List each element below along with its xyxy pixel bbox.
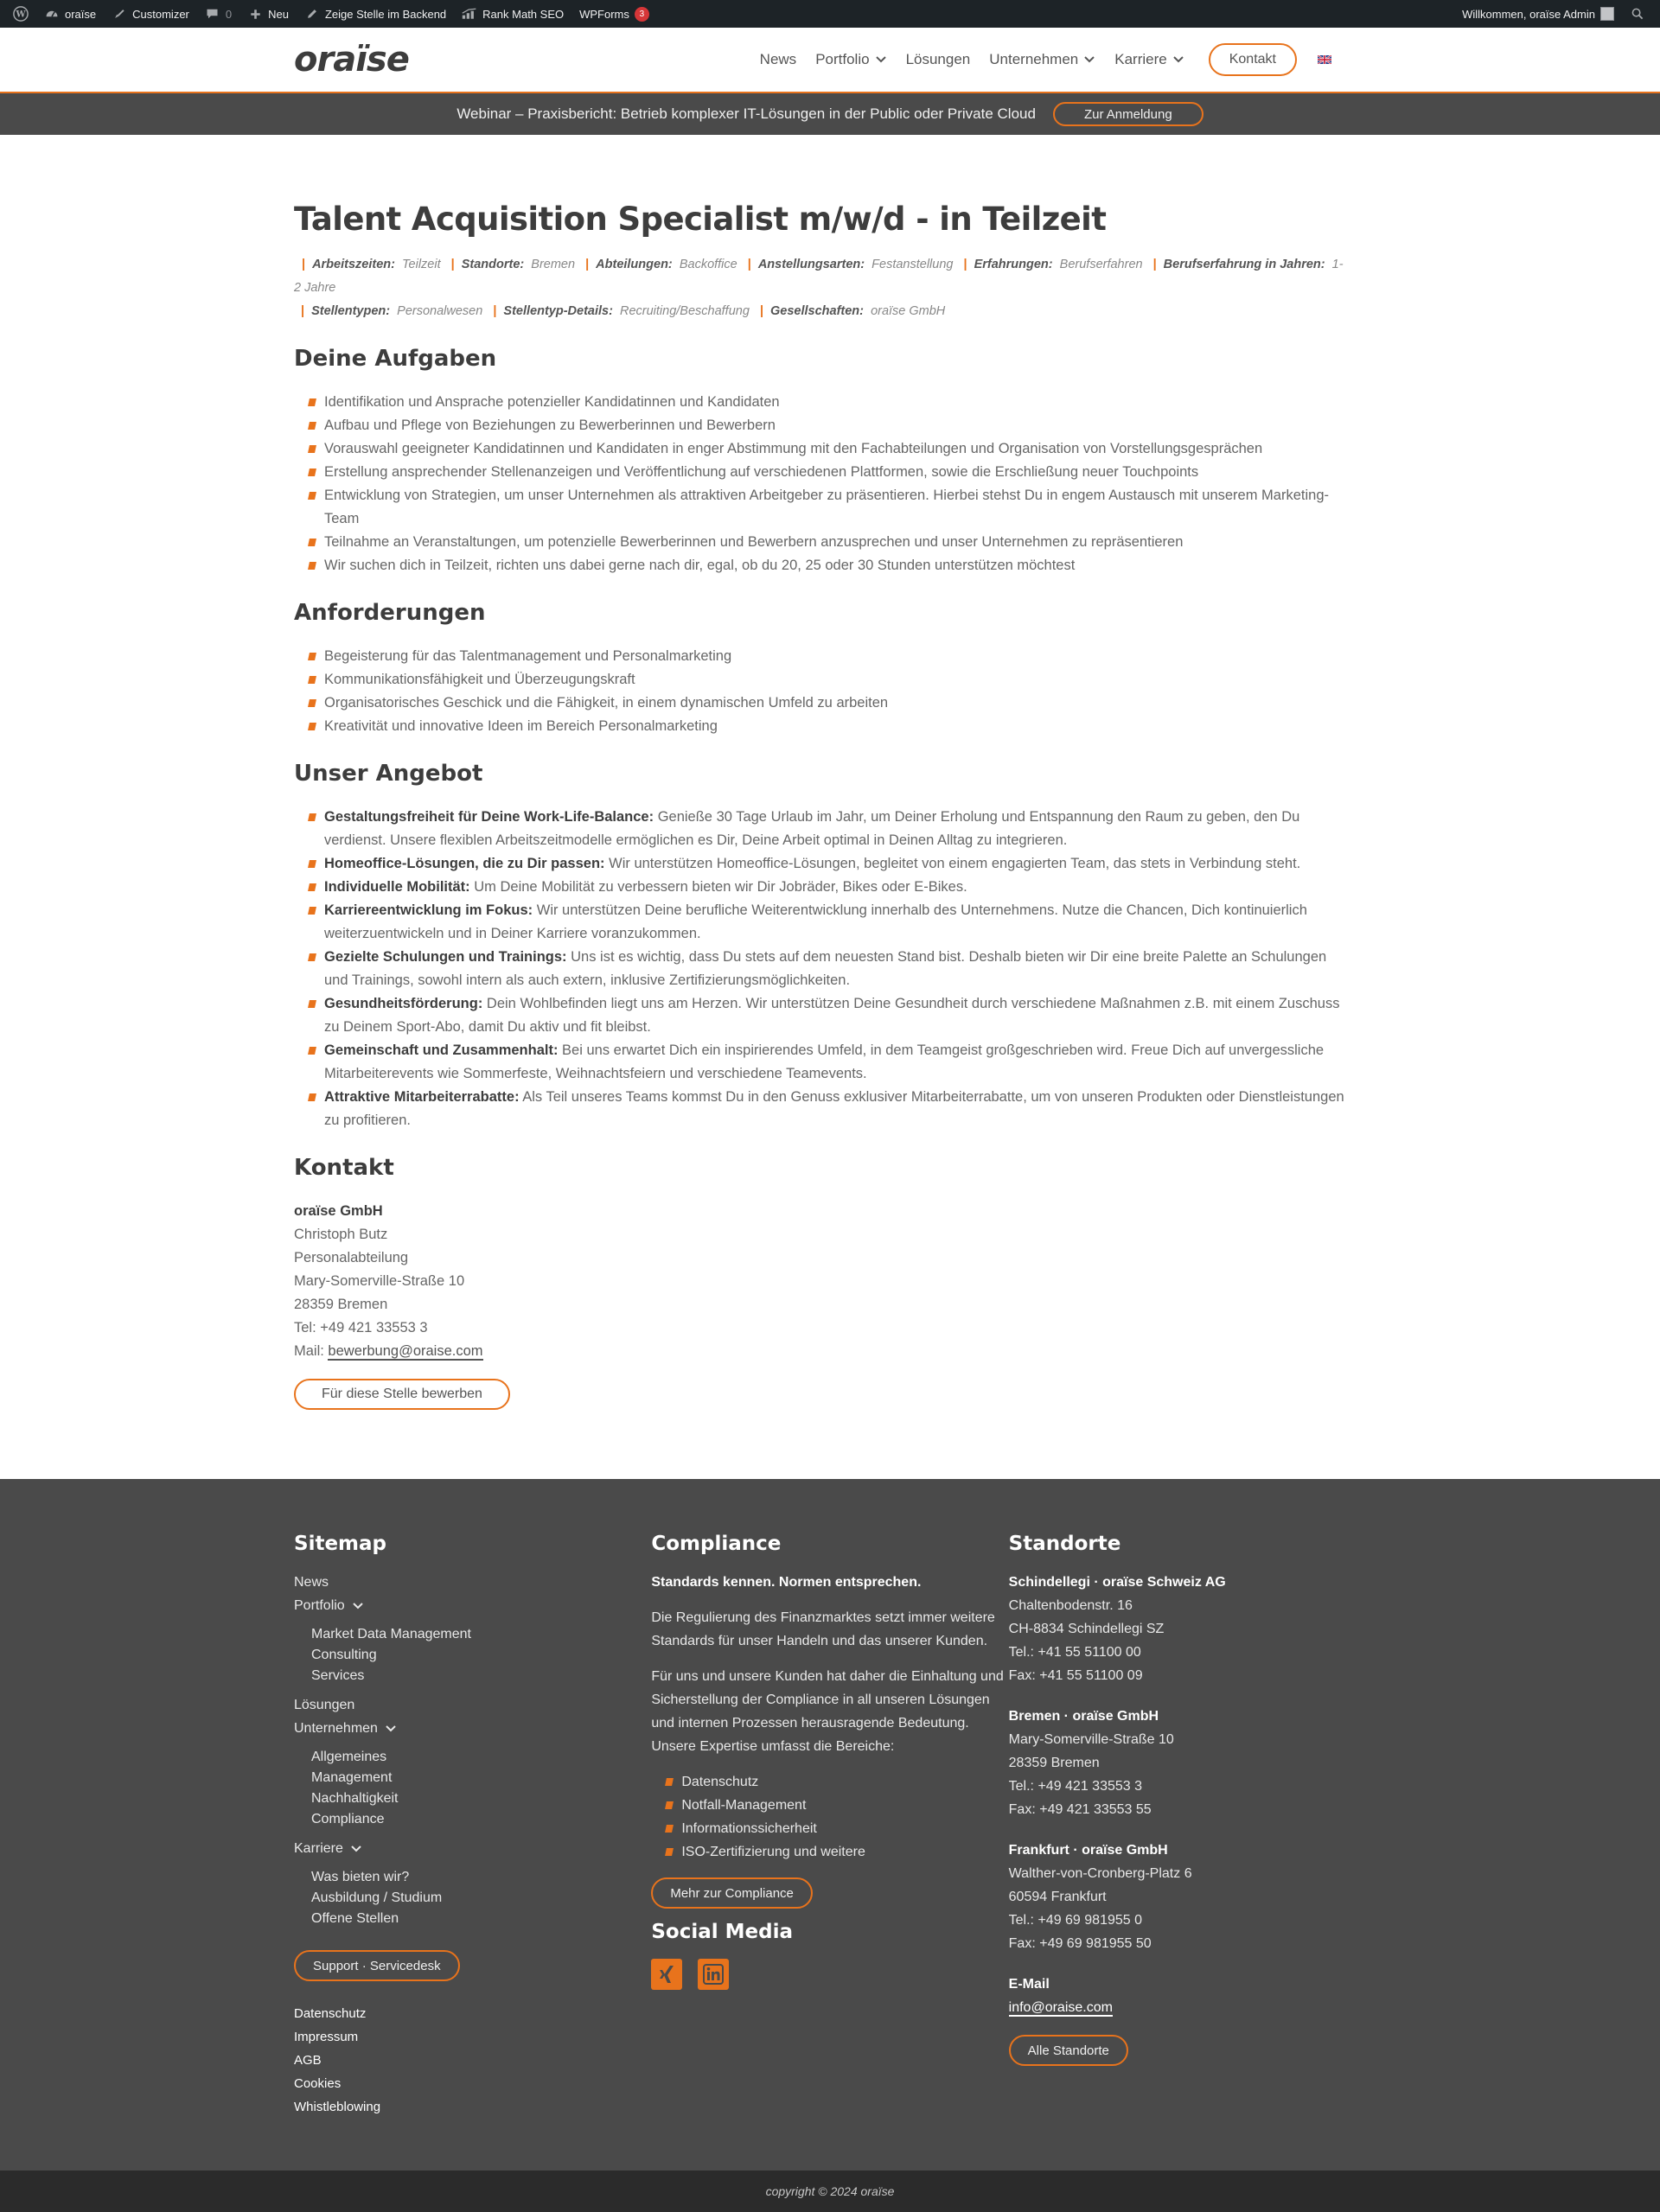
sitemap-portfolio[interactable] xyxy=(294,1594,651,1617)
backend-label: Zeige Stelle im Backend xyxy=(324,7,447,21)
meta-separator: | xyxy=(963,258,967,271)
page-title: Talent Acquisition Specialist m/w/d - in Teilzeit xyxy=(294,201,1107,238)
location-line: Tel.: +49 69 981955 0 xyxy=(1008,1913,1143,1928)
email-link[interactable]: info@oraise.com xyxy=(1008,2000,1113,2015)
offer-text: Uns ist es wichtig, dass Du stets auf dem neuesten Stand bist. Deshalb bieten wir Dir eine breite Palette an Schulungen und Trainings, sowohl intern als auch extern, inklusive Zertifizierungsmöglichkeiten. xyxy=(324,949,1327,988)
compliance-item: Datenschutz xyxy=(651,1770,1008,1794)
requirements-list xyxy=(294,645,1349,738)
offer-item xyxy=(294,876,1349,899)
social-heading: Social Media xyxy=(651,1921,793,1943)
meta-label: Gesellschaften: xyxy=(770,304,864,318)
meta-value: 1-2 Jahre xyxy=(294,258,1344,295)
sitemap-unternehmen[interactable] xyxy=(294,1717,651,1740)
meta-separator: | xyxy=(302,258,306,271)
location-line: Fax: +49 69 981955 50 xyxy=(1008,1936,1152,1951)
sitemap-label: Unternehmen xyxy=(294,1721,378,1736)
location-frankfurt xyxy=(1009,1839,1366,1955)
meta-label: Berufserfahrung in Jahren: xyxy=(1163,258,1325,271)
dashboard-icon xyxy=(44,6,60,22)
sitemap-subitem[interactable]: Offene Stellen xyxy=(311,1911,399,1926)
offer-text: Als Teil unseres Teams kommst Du in den Genuss exklusiver Mitarbeiterrabatte, um von unseren Produkten oder Dienstleistungen zu profitieren. xyxy=(324,1089,1344,1128)
offer-item xyxy=(294,946,1349,992)
contact-heading: Kontakt xyxy=(294,1155,394,1181)
requirements-heading: Anforderungen xyxy=(294,600,486,626)
offer-title: Gezielte Schulungen und Trainings: xyxy=(324,949,567,965)
legal-link-whistleblowing[interactable]: Whistleblowing xyxy=(294,2100,381,2114)
legal-link-impressum[interactable]: Impressum xyxy=(294,2030,359,2044)
main-nav xyxy=(741,43,1331,76)
nav-item-loesungen[interactable] xyxy=(906,51,971,68)
tasks-heading: Deine Aufgaben xyxy=(294,346,497,372)
chevron-down-icon xyxy=(875,54,887,66)
job-meta xyxy=(294,253,1349,323)
meta-value: Recruiting/Beschaffung xyxy=(619,304,750,318)
plus-icon xyxy=(247,6,263,22)
site-header xyxy=(0,28,1660,93)
customizer-label: Customizer xyxy=(132,7,189,21)
requirement-item: Begeisterung für das Talentmanagement und Personalmarketing xyxy=(294,645,1349,668)
nav-item-unternehmen[interactable] xyxy=(989,51,1095,68)
compliance-para-1: Die Regulierung des Finanzmarktes setzt immer weitere Standards für unser Handeln und das unserer Kunden. xyxy=(651,1610,995,1648)
location-line: Fax: +41 55 51100 09 xyxy=(1008,1668,1143,1683)
sitemap-heading: Sitemap xyxy=(294,1533,386,1555)
sitemap-loesungen[interactable] xyxy=(294,1693,651,1717)
nav-label: Unternehmen xyxy=(989,51,1079,67)
location-title: Schindellegi · oraïse Schweiz AG xyxy=(1008,1575,1226,1590)
task-item: Teilnahme an Veranstaltungen, um potenzielle Bewerberinnen und Bewerbern anzusprechen und unser Unternehmen zu repräsentieren xyxy=(294,531,1349,554)
tasks-list xyxy=(294,391,1349,577)
sitemap-unternehmen-sub xyxy=(294,1747,651,1830)
sitemap-subitem[interactable]: Management xyxy=(311,1770,393,1785)
compliance-list xyxy=(651,1770,1008,1864)
apply-button[interactable]: Für diese Stelle bewerben xyxy=(294,1379,510,1410)
contact-mail-link[interactable]: bewerbung@oraise.com xyxy=(328,1343,483,1359)
nav-item-news[interactable] xyxy=(760,51,797,68)
sitemap-label: Lösungen xyxy=(294,1698,355,1712)
location-line: Tel.: +41 55 51100 00 xyxy=(1008,1645,1141,1660)
location-schindellegi xyxy=(1009,1571,1366,1687)
main-content xyxy=(294,135,1366,1479)
meta-label: Standorte: xyxy=(461,258,525,271)
meta-separator: | xyxy=(585,258,590,271)
meta-separator: | xyxy=(1152,258,1157,271)
meta-separator: | xyxy=(450,258,455,271)
offer-text: Dein Wohlbefinden liegt uns am Herzen. Wir unterstützen Deine Gesundheit durch verschiedene Maßnahmen z.B. mit einem Zuschuss zu Deinem Sport-Abo, damit Du aktiv und fit bleibst. xyxy=(324,996,1340,1035)
meta-value: Festanstellung xyxy=(872,258,954,271)
meta-separator: | xyxy=(301,304,305,318)
edit-in-backend-link[interactable] xyxy=(297,0,454,28)
contact-department: Personalabteilung xyxy=(294,1250,409,1265)
offer-heading: Unser Angebot xyxy=(294,761,483,787)
offer-item xyxy=(294,1039,1349,1086)
meta-label: Stellentypen: xyxy=(311,304,391,318)
offer-item xyxy=(294,992,1349,1039)
meta-separator: | xyxy=(493,304,497,318)
meta-value: Teilzeit xyxy=(402,258,441,271)
wordpress-menu[interactable] xyxy=(5,0,36,28)
email-label: E-Mail xyxy=(1008,1977,1050,1992)
nav-label: Portfolio xyxy=(815,51,870,67)
contact-street: Mary-Somerville-Straße 10 xyxy=(294,1273,465,1289)
offer-title: Individuelle Mobilität: xyxy=(324,879,470,895)
sitemap-subitem[interactable]: Allgemeines xyxy=(311,1750,387,1764)
task-item: Entwicklung von Strategien, um unser Unternehmen als attraktiven Arbeitgeber zu präsentieren. Hierbei stehst Du in engem Austausch mit unserem Marketing-Team xyxy=(294,484,1349,531)
admin-search[interactable] xyxy=(1622,0,1653,28)
task-item: Aufbau und Pflege von Beziehungen zu Bewerberinnen und Bewerbern xyxy=(294,414,1349,437)
xing-icon[interactable] xyxy=(651,1959,682,1990)
meta-value: Bremen xyxy=(531,258,576,271)
svg-text:oraïse: oraïse xyxy=(294,40,409,78)
webinar-register-button[interactable]: Zur Anmeldung xyxy=(1053,102,1204,126)
offer-title: Karriereentwicklung im Fokus: xyxy=(324,902,533,918)
task-item: Vorauswahl geeigneter Kandidatinnen und Kandidaten in enger Abstimmung mit den Fachabteilungen und Organisation von Vorstellungsgesprächen xyxy=(294,437,1349,461)
pencil-icon xyxy=(304,6,320,22)
legal-link-datenschutz[interactable]: Datenschutz xyxy=(294,2006,367,2021)
sitemap-karriere-sub xyxy=(294,1867,651,1929)
rank-math-link[interactable] xyxy=(454,0,571,28)
compliance-tagline: Standards kennen. Normen entsprechen. xyxy=(651,1575,922,1590)
wordpress-logo-icon xyxy=(13,6,29,22)
social-links xyxy=(651,1959,1008,1990)
all-locations-button[interactable]: Alle Standorte xyxy=(1009,2035,1128,2066)
location-line: 60594 Frankfurt xyxy=(1008,1890,1107,1904)
offer-title: Homeoffice-Lösungen, die zu Dir passen: xyxy=(324,856,605,871)
offer-text: Um Deine Mobilität zu verbessern bieten wir Dir Jobräder, Bikes oder E-Bikes. xyxy=(469,879,967,895)
site-name-link[interactable] xyxy=(36,0,104,28)
nav-label: Lösungen xyxy=(905,51,971,67)
comment-icon xyxy=(205,6,220,22)
location-line: Tel.: +49 421 33553 3 xyxy=(1008,1779,1143,1794)
sitemap-karriere[interactable] xyxy=(294,1837,651,1860)
support-button[interactable]: Support · Servicedesk xyxy=(294,1950,460,1981)
seo-label: Rank Math SEO xyxy=(482,7,565,21)
linkedin-icon[interactable] xyxy=(698,1959,729,1990)
meta-value: Backoffice xyxy=(679,258,737,271)
compliance-item: Notfall-Management xyxy=(651,1794,1008,1817)
meta-value: Personalwesen xyxy=(397,304,483,318)
wpforms-count-badge: 3 xyxy=(635,7,649,22)
new-content-link[interactable] xyxy=(239,0,297,28)
meta-label: Erfahrungen: xyxy=(974,258,1053,271)
offer-text: Bei uns erwartet Dich ein inspirierendes Umfeld, in dem Teamgeist großgeschrieben wird. Freue Dich auf unvergessliche Mitarbeiterevents wie Sommerfeste, Weihnachtsfeiern und verschiedene Teamevents. xyxy=(324,1042,1325,1081)
sitemap-subitem[interactable]: Was bieten wir? xyxy=(311,1870,410,1884)
requirement-item: Organisatorisches Geschick und die Fähigkeit, in einem dynamischen Umfeld zu arbeiten xyxy=(294,692,1349,715)
location-line: Fax: +49 421 33553 55 xyxy=(1008,1802,1152,1817)
compliance-item: ISO-Zertifizierung und weitere xyxy=(651,1840,1008,1864)
contact-mail-label: Mail: xyxy=(294,1343,329,1359)
brush-icon xyxy=(112,6,127,22)
offer-list xyxy=(294,806,1349,1132)
offer-item xyxy=(294,852,1349,876)
location-line: Mary-Somerville-Straße 10 xyxy=(1008,1732,1174,1747)
account-menu[interactable] xyxy=(1454,0,1622,28)
meta-label: Anstellungsarten: xyxy=(757,258,865,271)
legal-link-cookies[interactable]: Cookies xyxy=(294,2076,342,2091)
sitemap-news[interactable] xyxy=(294,1571,651,1594)
sitemap-subitem[interactable]: Compliance xyxy=(311,1812,385,1826)
oraise-logo-icon xyxy=(294,40,441,78)
kontakt-button[interactable]: Kontakt xyxy=(1209,43,1297,76)
copyright-text: copyright © 2024 oraïse xyxy=(765,2184,895,2198)
location-line: Chaltenbodenstr. 16 xyxy=(1008,1598,1133,1613)
meta-separator: | xyxy=(747,258,751,271)
en-flag-icon[interactable] xyxy=(1318,55,1331,64)
task-item: Identifikation und Ansprache potenzieller Kandidatinnen und Kandidaten xyxy=(294,391,1349,414)
location-bremen xyxy=(1009,1705,1366,1821)
sitemap-subitem[interactable]: Market Data Management xyxy=(311,1627,471,1641)
search-icon xyxy=(1630,6,1645,22)
sitemap-label: Portfolio xyxy=(294,1598,345,1613)
rank-math-icon xyxy=(462,6,477,22)
chevron-down-icon xyxy=(350,1843,362,1855)
site-logo[interactable] xyxy=(294,40,441,82)
standorte-heading: Standorte xyxy=(1008,1533,1121,1555)
contact-mail-line xyxy=(294,1340,1349,1363)
location-line: 28359 Bremen xyxy=(1008,1756,1100,1770)
offer-title: Gesundheitsförderung: xyxy=(324,996,483,1011)
sitemap-label: Karriere xyxy=(294,1841,343,1856)
legal-links xyxy=(294,2002,651,2119)
sitemap-label: News xyxy=(294,1575,329,1590)
sitemap-subitem[interactable]: Nachhaltigkeit xyxy=(311,1791,399,1806)
offer-text: Wir unterstützen Homeoffice-Lösungen, begleitet von einem engagierten Team, das stets in Verbindung steht. xyxy=(604,856,1301,871)
requirement-item: Kreativität und innovative Ideen im Bereich Personalmarketing xyxy=(294,715,1349,738)
webinar-banner xyxy=(0,93,1660,135)
offer-text: Wir unterstützen Deine berufliche Weiterentwicklung innerhalb des Unternehmens. Nutze die Chancen, Dich kontinuierlich weiterzuentwickeln und in Deiner Karriere voranzukommen. xyxy=(324,902,1307,941)
meta-label: Arbeitszeiten: xyxy=(312,258,395,271)
avatar xyxy=(1600,7,1614,21)
nav-item-portfolio[interactable] xyxy=(815,51,886,68)
offer-item xyxy=(294,1086,1349,1132)
sitemap-portfolio-sub xyxy=(294,1624,651,1686)
comments-link[interactable] xyxy=(197,0,239,28)
requirement-item: Kommunikationsfähigkeit und Überzeugungskraft xyxy=(294,668,1349,692)
wpforms-link[interactable] xyxy=(571,0,657,28)
task-item: Erstellung ansprechender Stellenanzeigen und Veröffentlichung auf verschiedenen Plattformen, sowie die Erschließung neuer Touchpoints xyxy=(294,461,1349,484)
welcome-text: Willkommen, oraïse Admin xyxy=(1462,7,1595,21)
site-footer xyxy=(0,1479,1660,2171)
meta-label: Stellentyp-Details: xyxy=(503,304,613,318)
meta-separator: | xyxy=(759,304,763,318)
location-title: Bremen · oraïse GmbH xyxy=(1008,1709,1159,1724)
nav-label: Karriere xyxy=(1114,51,1167,67)
contact-block xyxy=(294,1200,1349,1363)
legal-link-agb[interactable]: AGB xyxy=(294,2053,322,2068)
sitemap-subitem[interactable]: Ausbildung / Studium xyxy=(311,1890,443,1905)
meta-value: oraïse GmbH xyxy=(871,304,946,318)
offer-title: Attraktive Mitarbeiterrabatte: xyxy=(324,1089,520,1105)
copyright-bar xyxy=(0,2171,1660,2212)
nav-label: News xyxy=(759,51,797,67)
task-item: Wir suchen dich in Teilzeit, richten uns dabei gerne nach dir, egal, ob du 20, 25 oder 30 Stunden unterstützen möchtest xyxy=(294,554,1349,577)
offer-text: Genieße 30 Tage Urlaub im Jahr, um Deiner Erholung und Entspannung den Raum zu geben, den Du verdienst. Unsere flexiblen Arbeitszeitmodelle ermöglichen es Dir, Deine Arbeit optimal in Deinen Alltag zu integrieren. xyxy=(324,809,1300,848)
chevron-down-icon xyxy=(352,1600,364,1612)
new-label: Neu xyxy=(268,7,289,21)
comments-count: 0 xyxy=(225,7,233,21)
offer-item xyxy=(294,899,1349,946)
chevron-down-icon xyxy=(385,1723,397,1735)
compliance-button[interactable]: Mehr zur Compliance xyxy=(651,1877,813,1909)
offer-title: Gemeinschaft und Zusammenhalt: xyxy=(324,1042,559,1058)
site-name: oraïse xyxy=(65,7,97,21)
location-title: Frankfurt · oraïse GmbH xyxy=(1008,1843,1168,1858)
chevron-down-icon xyxy=(1172,54,1184,66)
footer-standorte xyxy=(1009,1533,1366,2119)
wp-admin-bar xyxy=(0,0,1660,28)
nav-item-karriere[interactable] xyxy=(1114,51,1184,68)
customizer-link[interactable] xyxy=(104,0,197,28)
location-line: Walther-von-Cronberg-Platz 6 xyxy=(1008,1866,1192,1881)
meta-value: Berufserfahren xyxy=(1059,258,1143,271)
footer-compliance xyxy=(651,1533,1008,2119)
compliance-para-2: Für uns und unsere Kunden hat daher die Einhaltung und Sicherstellung der Compliance in all unseren Lösungen und internen Prozessen herausragende Bedeutung. Unsere Expertise umfasst die Bereiche: xyxy=(651,1669,1004,1754)
svg-text:W: W xyxy=(16,10,26,20)
footer-sitemap xyxy=(294,1533,651,2119)
meta-label: Abteilungen: xyxy=(596,258,673,271)
compliance-item: Informationssicherheit xyxy=(651,1817,1008,1840)
offer-title: Gestaltungsfreiheit für Deine Work-Life-Balance: xyxy=(324,809,654,825)
contact-company: oraïse GmbH xyxy=(294,1203,383,1219)
sitemap-subitem[interactable]: Consulting xyxy=(311,1648,377,1662)
sitemap-subitem[interactable]: Services xyxy=(311,1668,365,1683)
wpforms-label: WPForms xyxy=(579,7,629,21)
compliance-heading: Compliance xyxy=(651,1533,782,1555)
chevron-down-icon xyxy=(1083,54,1095,66)
contact-tel: Tel: +49 421 33553 3 xyxy=(294,1320,428,1335)
contact-person: Christoph Butz xyxy=(294,1227,388,1242)
location-line: CH-8834 Schindellegi SZ xyxy=(1008,1622,1165,1636)
webinar-text: Webinar – Praxisbericht: Betrieb komplexer IT-Lösungen in der Public oder Private Cloud xyxy=(456,105,1036,122)
contact-city: 28359 Bremen xyxy=(294,1297,388,1312)
offer-item xyxy=(294,806,1349,852)
